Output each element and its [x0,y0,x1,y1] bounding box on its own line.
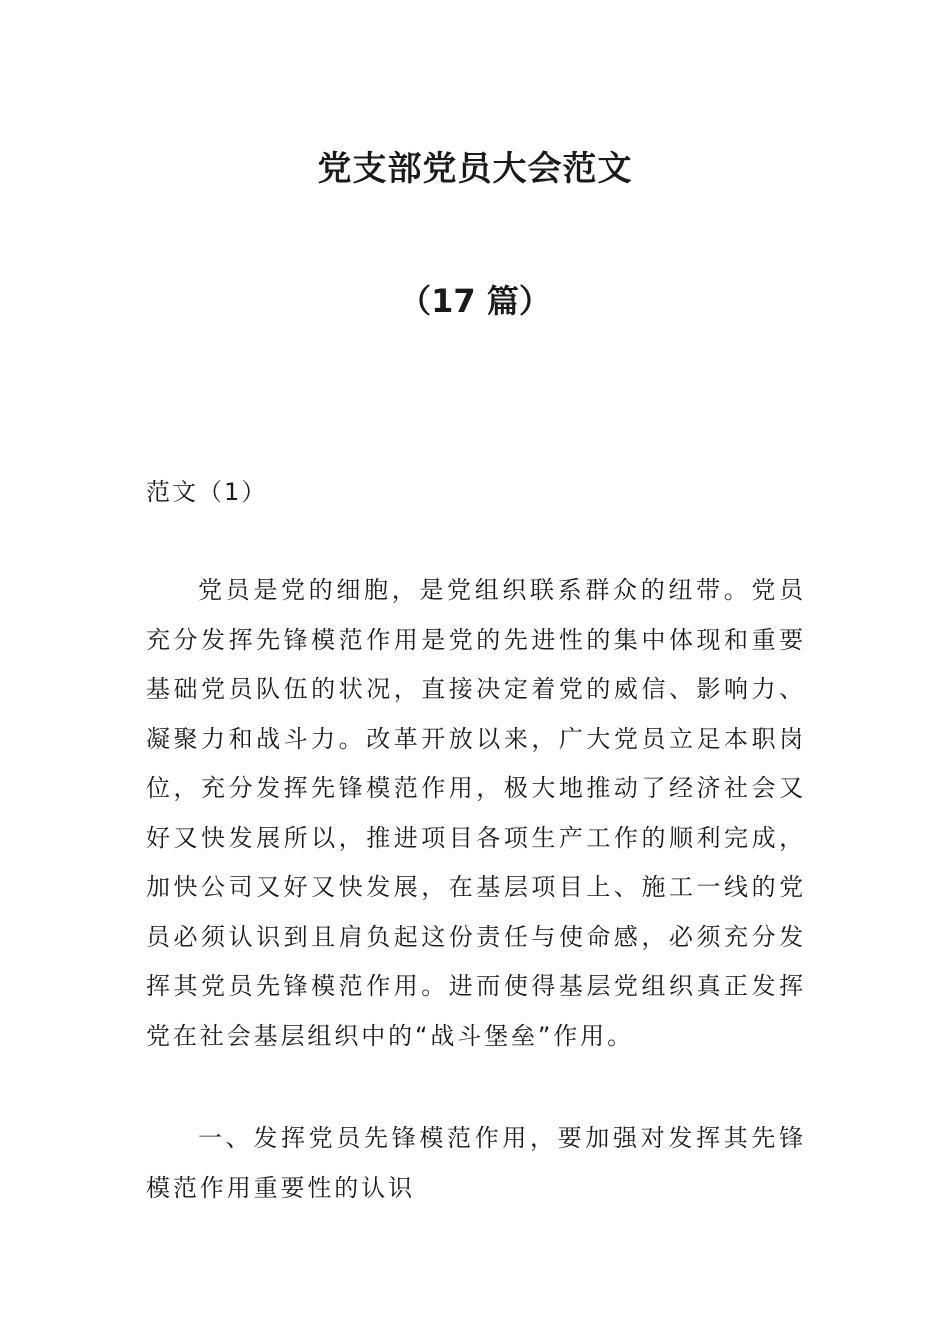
section-label: 范文（1） [146,478,268,506]
body-paragraph: 党员是党的细胞，是党组织联系群众的纽带。党员充分发挥先锋模范作用是党的先进性的集中体现和重要基础党员队伍的状况，直接决定着党的威信、影响力、凝聚力和战斗力。改革开放以来，广大党员立足本职岗位，充分发挥先锋模范作用，极大地推动了经济社会又好又快发展所以，推进项目各项生产工作的顺利完成，加快公司又好又快发展，在基层项目上、施工一线的党员必须认识到且肩负起这份责任与使命感，必须充分发挥其党员先锋模范作用。进而使得基层党组织真正发挥党在社会基层组织中的“战斗堡垒”作用。 [146,576,806,1050]
document-title: 党支部党员大会范文 [317,149,633,189]
section-heading-paragraph: 一、发挥党员先锋模范作用，要加强对发挥其先锋模范作用重要性的认识 [146,1124,806,1202]
document-subtitle: （17 篇） [399,282,551,320]
